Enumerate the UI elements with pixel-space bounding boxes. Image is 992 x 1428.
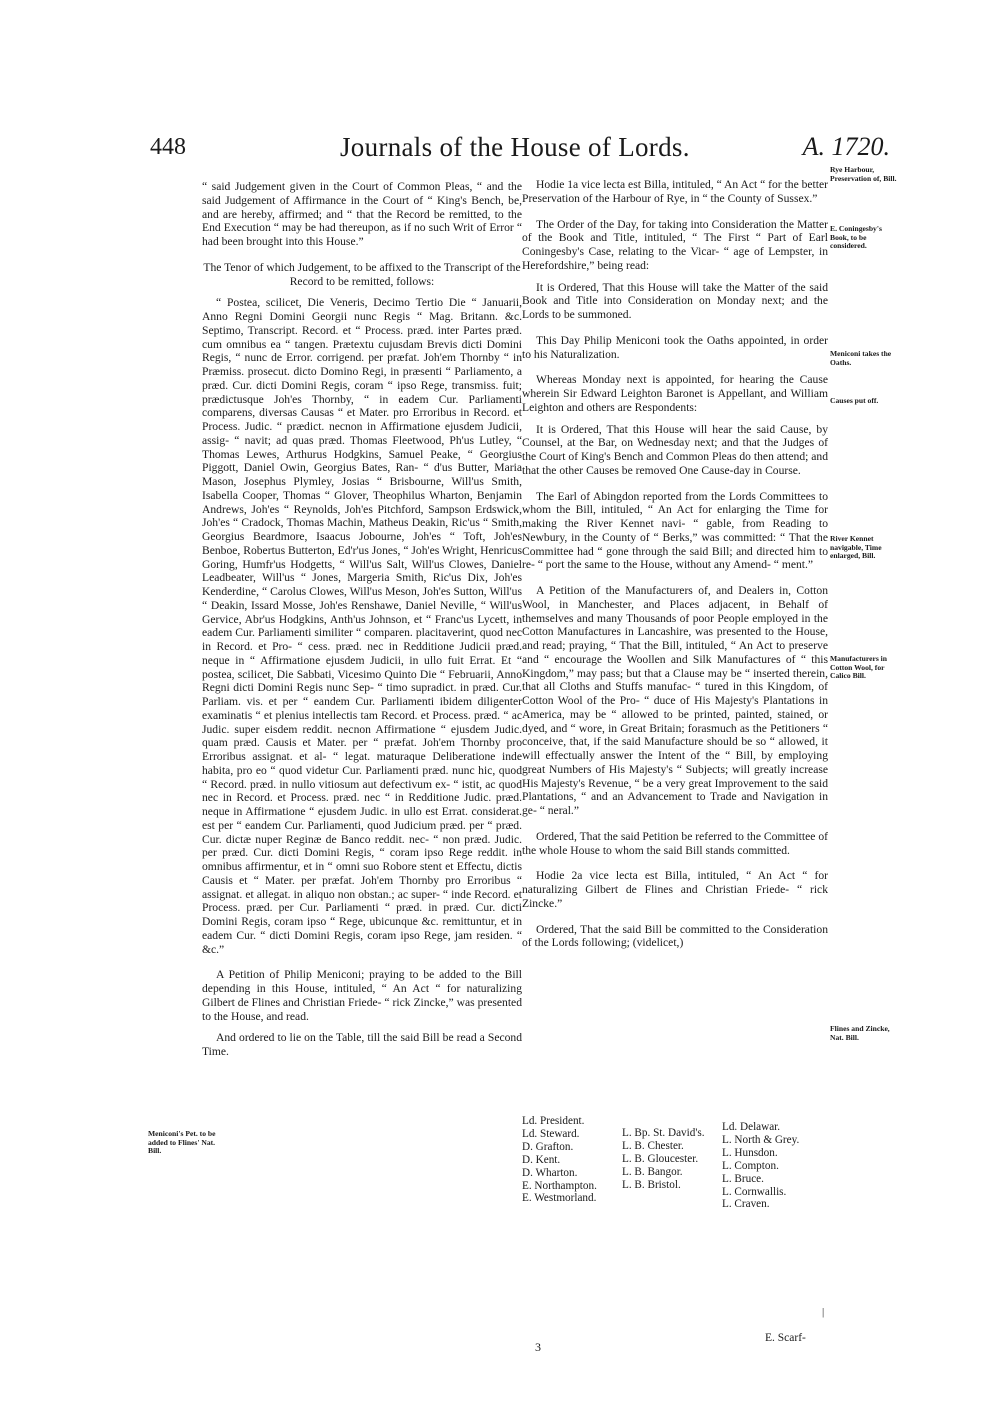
lord-name: Ld. Delawar. xyxy=(722,1121,781,1133)
margin-note: Manufacturers in Cotton Wool, for Calico Bill. xyxy=(830,654,888,681)
stray-mark: | xyxy=(822,1306,825,1318)
lord-name: Ld. President. xyxy=(522,1115,585,1127)
lords-list xyxy=(522,1115,828,1315)
lords-column xyxy=(522,1115,597,1205)
margin-note: Meniconi's Pet. to be added to Flines' Nat. Bill. xyxy=(148,1129,216,1156)
lord-name: L. North & Grey. xyxy=(722,1133,800,1146)
signature-mark: 3 xyxy=(535,1340,541,1354)
lord-name: L. B. Chester. xyxy=(622,1139,684,1152)
paragraph: A Petition of Philip Meniconi; praying to be added to the Bill depending in this House, intituled, “ An Act “ for naturalizing Gilbert de Flines and Christian Friede- “ rick Zincke,” was presented to the House, and read. xyxy=(202,968,522,1023)
margin-note: Rye Harbour, Preservation of, Bill. xyxy=(830,165,897,183)
page-number: 448 xyxy=(150,134,186,160)
lord-name: L. Compton. xyxy=(722,1159,779,1172)
paragraph: Hodie 1a vice lecta est Billa, intituled, “ An Act “ for the better Preservation of the Harbour of Rye, in “ the County of Sussex.” xyxy=(522,178,828,205)
latin-judgement: “ Postea, scilicet, Die Veneris, Decimo Tertio Die “ Januarii, Anno Regni Domini Georgii nunc Regis “ Mag. Britann. &c. Septimo, Transcript. Record. et “ Process. præd. inter Partes præd. cum omnibus ea “ tangen. Prætextu cujusdam Brevis dicti Domini Regis, “ nunc de Error. corrigend. per præfat. Joh'em Thornby “ in Præmiss. prosecut. dicto Domino Regi, in præsenti “ Parliamento, a præd. Cur. dicti Domini Regis, coram “ ipso Rege, transmiss. fuit; prædictusque Joh'es Thornby, “ in eadem Cur. Parliamenti comparens, diversas Causas “ et Mater. pro Erroribus in Record. et Process. Judic. “ prædict. necnon in Affirmatione ejusdem Judicii, assig- “ navit; ad quas præd. Thomas Fleetwood, Ph'us Lutley, “ Thomas Lewes, Arthurus Hodgkins, Samuel Peake, “ Georgius Piggott, Daniel Owin, Georgius Bates, Ran- “ d'us Butter, Maria Mason, Josephus Plymley, Josias “ Brisbourne, Will'us Smith, Isabella Cooper, Thomas “ Glover, Theophilus Wharton, Benjamin Andrews, Joh'es “ Reynolds, Joh'es Pitchford, Sampson Erdswick, Joh'es “ Cradock, Thomas Machin, Matheus Deakin, Ric'us “ Smith, Georgius Beardmore, Isaacus Jobourne, Joh'es “ Toft, Joh'es Benboe, Robertus Butterton, Ed'r'us Jones, “ Joh'es Wright, Henricus Goring, Humfr'us Hodgetts, “ Will'us Salt, Will'us Clowes, Daniel Leadbeater, Will'us “ Jones, Margeria Smith, Ric'us Dix, Joh'es Kenderdine, “ Carolus Clowes, Will'us Meson, Joh'es Sutton, Will'us “ Deakin, Issard Mosse, Joh'es Renshawe, Daniel Neville, “ Will'us Gervice, Abr'us Hodgkins, Anth'us Johnson, et “ Franc'us Lycett, in eadem Cur. Parliamenti similiter “ comparen. placitaverint, quod nec in Record. et Pro- “ cess. præd. nec in Redditione Judicii præd. neque in “ Affirmatione ejusdem Judicii, in ullo fuit Errat. Et “ postea, scilicet, Die Sabbati, Vicesimo Quinto Die “ Februarii, Anno Regni dicti Domini Regis nunc Sep- “ timo supradict. in præd. Cur. Parliam. vis. et per “ eandem Cur. Parliamenti ibidem diligenter examinatis “ et plenius intellectis tam Record. et Process. præd. “ ac Judic. super eisdem reddit. necnon Affirmatione “ ejusdem Judic. quam præd. Causis et Mater. per “ præfat. Joh'em Thornby pro Erroribus assignat. et al- “ legat. maturaque Deliberatione inde habita, pro eo “ quod videtur Cur. Parliamenti præd. nunc hic, quod “ Record. præd. in nullo vitiosum aut defectivum ex- “ istit, ac quod nec in Record. et Process. præd. nec “ in Redditione Judic. præd. neque in Affirmatione “ ejusdem Judic. in ullo est Errat. considerat. est per “ eandem Cur. Parliamenti, quod Judicium præd. per “ præd. Cur. dictæ nuper Reginæ de Banco reddit. nec- “ non præd. Judic. per præd. Cur. dicti Domini Regis, “ coram ipso Rege reddit. in omnibus affirmentur, et in “ omni suo Robore stent et Effectu, dictis Causis et “ Mater. per præfat. Joh'em Thornby pro Erroribus “ assignat. et allegat. in aliquo non obstan.; ac super- “ inde Record. et Process. præd. per Cur. Parliamenti “ præd. in præd. Cur. dicti Domini Regis, coram ipso “ Rege, ubicunque &c. remittuntur, et in eadem Cur. “ dicti Domini Regis, coram ipso Rege, jam residen. “ &c.” xyxy=(202,296,522,956)
margin-note: Meniconi takes the Oaths. xyxy=(830,349,892,367)
right-column xyxy=(522,178,828,950)
paragraph: It is Ordered, That this House will hear the said Cause, by Counsel, at the Bar, on Wednesday next; and that the Judges of the Court of King's Bench and Common Pleas do then attend; and that the other Causes be removed One Cause-day in Course. xyxy=(522,422,828,477)
year-heading: A. 1720. xyxy=(802,132,890,161)
paragraph: It is Ordered, That this House will take the Matter of the said Book and Title into Consideration on Monday next; and the Lords to be summoned. xyxy=(522,280,828,321)
paragraph: Hodie 2a vice lecta est Billa, intituled, “ An Act “ for naturalizing Gilbert de Flines and Christian Friede- “ rick Zincke.” xyxy=(522,869,828,910)
left-column xyxy=(202,180,522,1059)
lord-name: E. Westmorland. xyxy=(522,1192,597,1205)
lord-name: D. Kent. xyxy=(522,1153,561,1166)
lord-name: D. Grafton. xyxy=(522,1140,574,1153)
lord-name: L. Craven. xyxy=(722,1198,770,1211)
lord-name: L. B. Gloucester. xyxy=(622,1152,699,1165)
paragraph: And ordered to lie on the Table, till the said Bill be read a Second Time. xyxy=(202,1031,522,1058)
margin-note: Causes put off. xyxy=(830,396,879,405)
lord-name: Ld. Steward. xyxy=(522,1127,580,1140)
paragraph: Ordered, That the said Bill be committed to the Consideration of the Lords following; (videlicet,) xyxy=(522,922,828,950)
paragraph: Ordered, That the said Petition be referred to the Committee of the whole House to whom the said Bill stands committed. xyxy=(522,829,828,857)
lords-column xyxy=(722,1121,799,1211)
lord-name: L. Bruce. xyxy=(722,1172,764,1185)
paragraph: The Tenor of which Judgement, to be affixed to the Transcript of the Record to be remitted, follows: xyxy=(203,260,521,288)
lord-name: L. Bp. St. David's. xyxy=(622,1127,705,1139)
lord-name: L. Cornwallis. xyxy=(722,1185,787,1198)
lords-column xyxy=(622,1127,705,1192)
margin-note: E. Coningesby's Book, to be considered. xyxy=(830,224,882,251)
lord-name: L. Hunsdon. xyxy=(722,1146,778,1159)
lord-name: L. B. Bangor. xyxy=(622,1165,683,1178)
paragraph: The Order of the Day, for taking into Consideration the Matter of the Book and Title, intituled, “ The First “ Part of Earl Coningesby's Case, relating to the Vicar- “ age of Lempster, in Herefordshire,” being read: xyxy=(522,217,828,272)
paragraph: Whereas Monday next is appointed, for hearing the Cause wherein Sir Edward Leighton Baronet is Appellant, and William Leighton and others are Respondents: xyxy=(522,373,828,414)
paragraph: The Earl of Abingdon reported from the Lords Committees to whom the Bill, intituled, “ An Act for enlarging the Time for making the River Kennet navi- “ gable, from Reading to Newbury, in the County of “ Berks,” was committed: “ That the Committee had “ gone through the said Bill; and directed him to re- “ port the same to the House, without any Amend- “ ment.” xyxy=(522,489,828,572)
paragraph: A Petition of the Manufacturers of, and Dealers in, Cotton Wool, in Manchester, and Places adjacent, in Behalf of themselves and many Thousands of poor People employed in the Cotton Manufactures in Lancashire, was presented to the House, and read; praying, “ That the Bill, intituled, “ An Act to preserve and “ encourage the Woollen and Silk Manufactures of “ this Kingdom,” may pass; but that a Clause may be “ inserted therein, that all Cloths and Stuffs manufac- “ tured in this Kingdom, of Cotton Wool of the Pro- “ duce of His Majesty's Plantations in America, may be “ allowed to be printed, painted, stained, or dyed, and “ wore, in Great Britain; forasmuch as the Petitioners “ conceive, that, if the said Manufacture should be so “ allowed, it will effectually answer the Intent of the “ Bill, by employing great Numbers of His Majesty's “ Subjects; will greatly increase His Majesty's Revenue, “ be a very great Improvement to the said Plantations, “ and an Advancement to Trade and Navigation in ge- “ neral.” xyxy=(522,584,828,817)
margin-note: River Kennet navigable, Time enlarged, Bill. xyxy=(830,534,882,561)
paragraph: This Day Philip Meniconi took the Oaths appointed, in order to his Naturalization. xyxy=(522,333,828,361)
lord-name: L. B. Bristol. xyxy=(622,1178,681,1191)
lord-name: D. Wharton. xyxy=(522,1166,578,1179)
lord-name: E. Northampton. xyxy=(522,1179,597,1192)
page-header xyxy=(150,132,890,168)
paragraph: “ said Judgement given in the Court of Common Pleas, “ and the said Judgement of Affirmance in the Court of “ King's Bench, be, and are hereby, affirmed; and “ that the Record be remitted, to the End Execution “ may be had thereupon, as if no such Writ of Error “ had been brought into this House.” xyxy=(202,180,522,248)
running-title: Journals of the House of Lords. xyxy=(340,132,690,162)
catchword: E. Scarf- xyxy=(765,1332,806,1344)
margin-note: Flines and Zincke, Nat. Bill. xyxy=(830,1024,890,1042)
